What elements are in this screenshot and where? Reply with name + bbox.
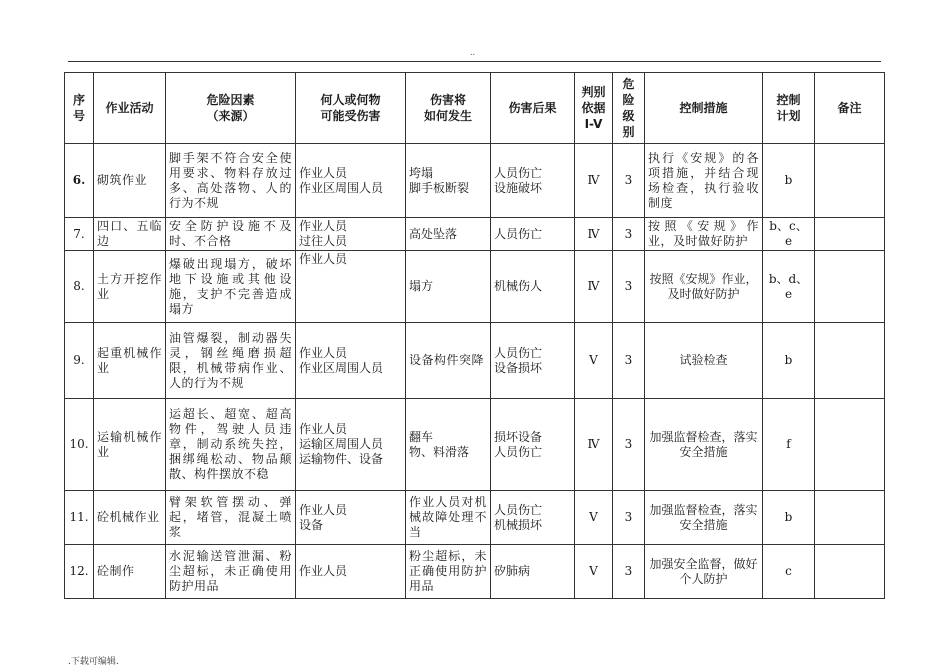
cell-seq: 7. [65, 218, 94, 251]
cell-activity: 运输机械作业 [94, 399, 166, 491]
cell-hazard: 运超长、超宽、超高物件，驾驶人员违章，制动系统失控，捆绑绳松动、物品颠散、构件摆放不稳 [166, 399, 296, 491]
col-header-how: 伤害将 如何发生 [406, 73, 491, 144]
col-header-measures: 控制措施 [645, 73, 763, 144]
cell-how: 设备构件突降 [406, 323, 491, 399]
cell-how: 垮塌 脚手板断裂 [406, 144, 491, 218]
col-header-basis: 判别 依据 I-V [575, 73, 613, 144]
cell-consequence: 矽肺病 [491, 545, 575, 599]
cell-plan: b、c、e [763, 218, 815, 251]
cell-level: 3 [613, 251, 645, 323]
col-header-consequence: 伤害后果 [491, 73, 575, 144]
cell-hazard: 脚手架不符合安全使用要求、物料存放过多、高处落物、人的行为不规 [166, 144, 296, 218]
cell-remarks [815, 323, 885, 399]
cell-how: 高处坠落 [406, 218, 491, 251]
cell-seq: 10. [65, 399, 94, 491]
cell-activity: 起重机械作业 [94, 323, 166, 399]
cell-plan: f [763, 399, 815, 491]
cell-seq: 11. [65, 491, 94, 545]
risk-assessment-table [64, 72, 885, 599]
cell-basis: Ⅴ [575, 545, 613, 599]
table-row [65, 251, 885, 323]
col-header-level: 危 险 级 别 [613, 73, 645, 144]
col-header-hazard: 危险因素 （来源） [166, 73, 296, 144]
cell-consequence: 机械伤人 [491, 251, 575, 323]
table-row [65, 491, 885, 545]
cell-activity: 砼制作 [94, 545, 166, 599]
cell-consequence: 损坏设备 人员伤亡 [491, 399, 575, 491]
cell-activity: 砌筑作业 [94, 144, 166, 218]
cell-measures: 加强安全监督，做好个人防护 [645, 545, 763, 599]
cell-plan: b [763, 144, 815, 218]
cell-affected: 作业人员 设备 [296, 491, 406, 545]
cell-consequence: 人员伤亡 设备损坏 [491, 323, 575, 399]
table-row [65, 218, 885, 251]
footer-note: .下载可编辑. [68, 657, 119, 667]
cell-plan: b [763, 323, 815, 399]
cell-how: 粉尘超标，未正确使用防护用品 [406, 545, 491, 599]
cell-activity: 四口、五临边 [94, 218, 166, 251]
cell-measures: 加强监督检查，落实安全措施 [645, 491, 763, 545]
cell-plan: c [763, 545, 815, 599]
cell-level: 3 [613, 399, 645, 491]
cell-measures: 执行《安规》的各项措施，并结合现场检查，执行验收制度 [645, 144, 763, 218]
cell-hazard: 臂架软管摆动、弹起，堵管，混凝土喷浆 [166, 491, 296, 545]
col-header-seq: 序号 [65, 73, 94, 144]
table-row [65, 144, 885, 218]
cell-basis: Ⅴ [575, 323, 613, 399]
table-row [65, 545, 885, 599]
cell-remarks [815, 491, 885, 545]
cell-basis: Ⅳ [575, 399, 613, 491]
cell-hazard: 水泥输送管泄漏、粉尘超标，未正确使用防护用品 [166, 545, 296, 599]
cell-measures: 加强监督检查，落实安全措施 [645, 399, 763, 491]
cell-affected: 作业人员 作业区周围人员 [296, 323, 406, 399]
cell-level: 3 [613, 144, 645, 218]
cell-level: 3 [613, 218, 645, 251]
cell-how: 作业人员对机械故障处理不当 [406, 491, 491, 545]
table-row [65, 399, 885, 491]
cell-affected: 作业人员 [296, 251, 406, 323]
cell-plan: b [763, 491, 815, 545]
cell-remarks [815, 144, 885, 218]
header-dots: .. [470, 48, 476, 57]
cell-remarks [815, 399, 885, 491]
cell-consequence: 人员伤亡 设施破坏 [491, 144, 575, 218]
cell-affected: 作业人员 过往人员 [296, 218, 406, 251]
cell-affected: 作业人员 运输区周围人员 运输物件、设备 [296, 399, 406, 491]
header-row [65, 73, 885, 144]
cell-remarks [815, 251, 885, 323]
cell-activity: 土方开挖作业 [94, 251, 166, 323]
cell-measures: 试验检查 [645, 323, 763, 399]
cell-seq: 12. [65, 545, 94, 599]
cell-how: 翻车 物、料滑落 [406, 399, 491, 491]
cell-hazard: 安全防护设施不及时、不合格 [166, 218, 296, 251]
cell-affected: 作业人员 [296, 545, 406, 599]
cell-consequence: 人员伤亡 [491, 218, 575, 251]
cell-basis: Ⅳ [575, 218, 613, 251]
cell-basis: Ⅳ [575, 144, 613, 218]
cell-hazard: 爆破出现塌方，破坏地下设施或其他设施，支护不完善造成塌方 [166, 251, 296, 323]
cell-how: 塌方 [406, 251, 491, 323]
header-rule [68, 61, 881, 62]
cell-measures: 按照《安规》作业，及时做好防护 [645, 251, 763, 323]
cell-hazard: 油管爆裂，制动器失灵，钢丝绳磨损超限，机械带病作业、人的行为不规 [166, 323, 296, 399]
cell-remarks [815, 545, 885, 599]
cell-seq: 6. [65, 144, 94, 218]
table-row [65, 323, 885, 399]
cell-activity: 砼机械作业 [94, 491, 166, 545]
cell-seq: 9. [65, 323, 94, 399]
col-header-affected: 何人或何物 可能受伤害 [296, 73, 406, 144]
cell-level: 3 [613, 323, 645, 399]
cell-level: 3 [613, 545, 645, 599]
cell-plan: b、d、e [763, 251, 815, 323]
cell-level: 3 [613, 491, 645, 545]
col-header-remarks: 备注 [815, 73, 885, 144]
col-header-activity: 作业活动 [94, 73, 166, 144]
cell-consequence: 人员伤亡 机械损坏 [491, 491, 575, 545]
cell-basis: Ⅴ [575, 491, 613, 545]
cell-seq: 8. [65, 251, 94, 323]
cell-basis: Ⅳ [575, 251, 613, 323]
cell-affected: 作业人员 作业区周围人员 [296, 144, 406, 218]
cell-remarks [815, 218, 885, 251]
col-header-plan: 控制 计划 [763, 73, 815, 144]
cell-measures: 按照《安规》作业，及时做好防护 [645, 218, 763, 251]
